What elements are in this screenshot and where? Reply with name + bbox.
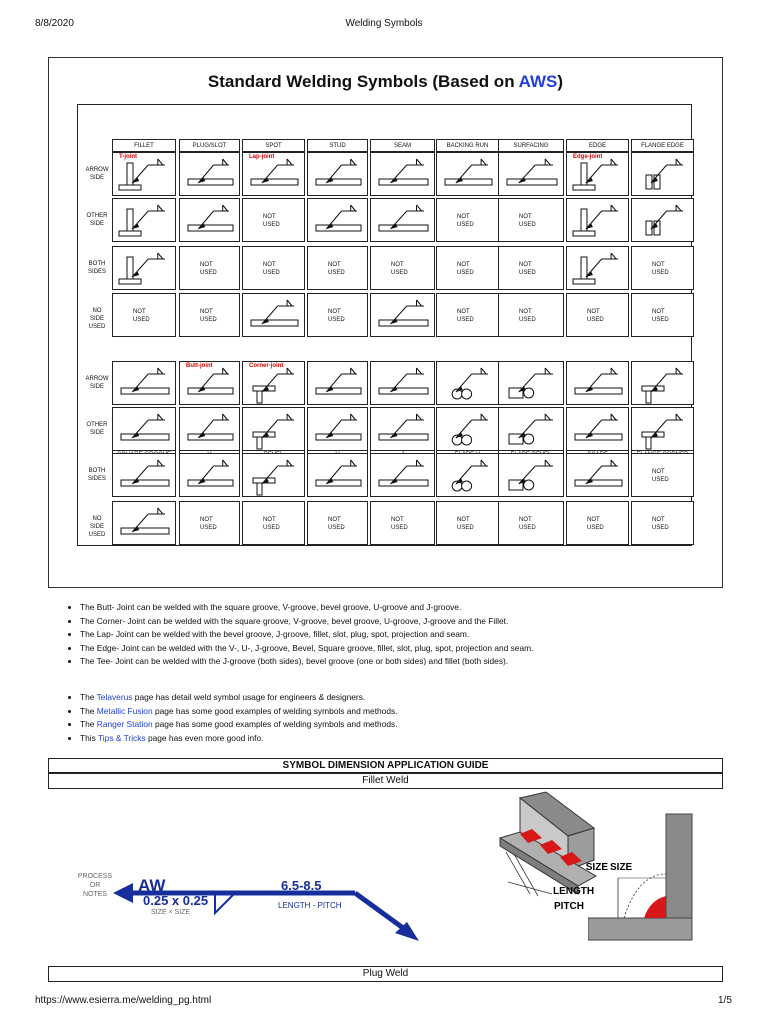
row-label-top-3: NO SIDE USED	[88, 308, 106, 330]
weld-symbol-bot-3-0	[113, 502, 177, 546]
symbol-cell-top-2-8	[631, 246, 694, 290]
weld-symbol-bot-1-4	[371, 408, 436, 452]
symbol-cell-bot-1-6	[498, 407, 564, 451]
reference-link[interactable]: Metallic Fusion	[96, 705, 153, 716]
symbol-cell-top-3-6	[498, 293, 564, 337]
symbol-cell-top-2-6	[498, 246, 564, 290]
symbol-cell-bot-0-0	[112, 361, 176, 405]
reference-link[interactable]: Telaverus	[96, 692, 133, 702]
weld-symbol-bot-1-6	[499, 408, 565, 452]
col-header-top-6	[498, 139, 564, 152]
weld-symbol-top-3-4	[371, 294, 436, 338]
symbol-cell-bot-1-8	[631, 407, 694, 451]
symbol-cell-bot-2-0	[112, 453, 176, 497]
symbol-cell-top-2-1	[179, 246, 240, 290]
col-header-top-4	[370, 139, 435, 152]
not-used-bot-3-8: NOT USED	[652, 517, 669, 531]
weld-symbol-top-1-7	[567, 199, 630, 243]
row-label-bot-3: NO SIDE USED	[88, 516, 106, 538]
not-used-top-3-0: NOT USED	[133, 309, 150, 323]
weld-symbol-top-1-4	[371, 199, 436, 243]
section-size-label: SIZE	[610, 862, 633, 873]
weld-symbol-bot-1-2	[243, 408, 306, 452]
row-label-bot-1: OTHER SIDE	[86, 422, 108, 436]
joint-label-lap: Lap-joint	[249, 154, 275, 160]
col-header-label-top-4: SEAM	[393, 143, 411, 149]
row-label-bot-0: ARROW SIDE	[85, 376, 109, 390]
not-used-bot-3-6: NOT USED	[519, 517, 536, 531]
joint-label-edge: Edge-joint	[573, 154, 603, 160]
link-suffix: page has some good examples of welding symbols and methods.	[152, 719, 398, 729]
symbol-cell-bot-2-3	[307, 453, 368, 497]
weld-symbol-bot-2-4	[371, 454, 436, 498]
symbol-cell-top-2-5	[436, 246, 499, 290]
col-header-top-0	[112, 139, 176, 152]
symbol-cell-top-2-2	[242, 246, 305, 290]
print-date: 8/8/2020	[35, 18, 74, 29]
symbol-cell-bot-3-7	[566, 501, 629, 545]
symbol-cell-bot-0-6	[498, 361, 564, 405]
symbol-cell-top-1-7	[566, 198, 629, 242]
symbol-cell-top-1-6	[498, 198, 564, 242]
not-used-top-3-1: NOT USED	[200, 309, 217, 323]
joint-note-item: • The Butt- Joint can be welded with the square groove, V-groove, bevel groove, U-groove and J-groove.	[80, 601, 533, 615]
joint-label-butt: Butt-joint	[186, 363, 213, 369]
chart-title-suffix: )	[557, 72, 564, 91]
reference-link[interactable]: Tips & Tricks	[98, 732, 146, 743]
joint-label-tee: T-joint	[119, 154, 137, 160]
weld-symbol-bot-0-0	[113, 362, 177, 406]
weld-symbol-top-0-4	[371, 153, 436, 197]
weld-symbol-bot-2-7	[567, 454, 630, 498]
symbol-cell-bot-0-7	[566, 361, 629, 405]
symbol-cell-top-2-4	[370, 246, 435, 290]
plug-weld-caption: Plug Weld	[48, 966, 723, 982]
not-used-bot-3-7: NOT USED	[587, 517, 604, 531]
symbol-cell-bot-3-4	[370, 501, 435, 545]
weld-symbol-bot-0-3	[308, 362, 369, 406]
col-header-top-1	[179, 139, 240, 152]
col-header-top-8	[631, 139, 694, 152]
not-used-top-2-5: NOT USED	[457, 262, 474, 276]
col-header-top-7	[566, 139, 629, 152]
tail-arrow	[113, 883, 133, 903]
joint-note-item: • The Edge- Joint can be welded with the V-, U-, J-groove, Bevel, Square groove, fillet, slot, plug, spot, projection and seam.	[80, 642, 533, 656]
symbol-cell-top-0-4	[370, 152, 435, 196]
not-used-top-1-6: NOT USED	[519, 214, 536, 228]
weld-symbol-bot-2-1	[180, 454, 241, 498]
symbol-cell-bot-3-2	[242, 501, 305, 545]
link-suffix: page has some good examples of welding symbols and methods.	[152, 705, 398, 716]
symbol-cell-bot-3-1	[179, 501, 240, 545]
link-suffix: page has even more good info.	[145, 732, 264, 743]
symbol-cell-bot-1-1	[179, 407, 240, 451]
guide-header: SYMBOL DIMENSION APPLICATION GUIDE	[48, 758, 723, 773]
weld-symbol-bot-2-6	[499, 454, 565, 498]
symbol-cell-bot-3-6	[498, 501, 564, 545]
symbol-cell-top-3-2	[242, 293, 305, 337]
link-suffix: page has detail weld symbol usage for engineers & designers.	[132, 692, 366, 702]
welding-symbol-grid	[77, 104, 692, 546]
reference-link-item	[80, 691, 398, 705]
weld-symbol-top-1-0	[113, 199, 177, 243]
col-header-label-top-5: BACKING RUN	[446, 143, 489, 149]
col-header-label-top-3: STUD	[329, 143, 346, 149]
symbol-cell-top-2-0	[112, 246, 176, 290]
symbol-cell-bot-1-4	[370, 407, 435, 451]
not-used-top-3-6: NOT USED	[519, 309, 536, 323]
weld-symbol-bot-1-0	[113, 408, 177, 452]
col-header-label-top-0: FILLET	[134, 143, 154, 149]
link-prefix: The	[80, 705, 97, 716]
symbol-cell-bot-0-5	[436, 361, 499, 405]
symbol-cell-bot-2-2	[242, 453, 305, 497]
row-label-top-2: BOTH SIDES	[87, 261, 106, 275]
symbol-cell-bot-0-3	[307, 361, 368, 405]
not-used-top-2-6: NOT USED	[519, 262, 536, 276]
not-used-top-3-8: NOT USED	[652, 309, 669, 323]
symbol-cell-top-0-7	[566, 152, 629, 196]
weld-symbol-bot-2-0	[113, 454, 177, 498]
weld-symbol-top-0-5	[437, 153, 500, 197]
section-upright	[666, 814, 692, 918]
reference-links-list	[64, 691, 398, 745]
chart-title	[49, 72, 722, 92]
page-url: https://www.esierra.me/welding_pg.html	[35, 995, 212, 1006]
not-used-top-1-2: NOT USED	[263, 214, 280, 228]
symbol-cell-top-3-8	[631, 293, 694, 337]
symbol-cell-top-1-8	[631, 198, 694, 242]
symbol-cell-bot-3-3	[307, 501, 368, 545]
joint-notes-list	[64, 601, 533, 669]
fillet-symbol-diagram	[55, 805, 425, 950]
reference-link-item	[80, 732, 398, 746]
weld-symbol-bot-2-2	[243, 454, 306, 498]
symbol-cell-bot-1-5	[436, 407, 499, 451]
col-header-top-2	[242, 139, 305, 152]
weld-symbol-top-3-2	[243, 294, 306, 338]
symbol-cell-bot-2-1	[179, 453, 240, 497]
side-section-diagram	[585, 812, 698, 942]
weld-symbol-bot-2-3	[308, 454, 369, 498]
row-label-top-1: OTHER SIDE	[86, 213, 108, 227]
symbol-cell-bot-3-8	[631, 501, 694, 545]
symbol-cell-bot-2-7	[566, 453, 629, 497]
size-value: 0.25 x 0.25	[143, 893, 209, 908]
page-number: 1/5	[718, 995, 732, 1006]
page-title: Welding Symbols	[345, 18, 423, 29]
weld-symbol-bot-0-5	[437, 362, 500, 406]
weld-symbol-bot-2-5	[437, 454, 500, 498]
symbol-cell-top-1-1	[179, 198, 240, 242]
symbol-cell-top-0-2	[242, 152, 305, 196]
not-used-bot-3-3: NOT USED	[328, 517, 345, 531]
weld-symbol-top-0-6	[499, 153, 565, 197]
iso-size-label: SIZE	[585, 862, 608, 873]
chart-title-aws: AWS	[518, 72, 558, 91]
process-label-line1: PROCESS	[77, 873, 113, 880]
row-label-bot-2: BOTH SIDES	[87, 468, 106, 482]
symbol-cell-bot-1-7	[566, 407, 629, 451]
iso-length-line	[508, 882, 552, 894]
weld-symbol-top-0-8	[632, 153, 695, 197]
col-header-label-top-6: SURFACING	[513, 143, 549, 149]
reference-link[interactable]: Ranger Station	[96, 719, 153, 729]
symbol-cell-bot-1-2	[242, 407, 305, 451]
not-used-bot-3-1: NOT USED	[200, 517, 217, 531]
size-caption: SIZE × SIZE	[151, 909, 191, 916]
joint-label-corner: Corner-joint	[249, 363, 284, 369]
symbol-cell-top-1-0	[112, 198, 176, 242]
symbol-cell-bot-2-4	[370, 453, 435, 497]
symbol-cell-bot-0-2	[242, 361, 305, 405]
col-header-label-top-2: SPOT	[265, 143, 282, 149]
symbol-cell-top-3-4	[370, 293, 435, 337]
not-used-top-2-2: NOT USED	[263, 262, 280, 276]
section-plate	[588, 918, 692, 940]
symbol-cell-top-1-2	[242, 198, 305, 242]
symbol-cell-top-0-6	[498, 152, 564, 196]
weld-symbol-bot-1-3	[308, 408, 369, 452]
fillet-weld-caption: Fillet Weld	[48, 773, 723, 789]
section-weld	[644, 896, 666, 918]
weld-symbol-top-0-3	[308, 153, 369, 197]
link-prefix: This	[80, 732, 98, 743]
not-used-top-2-1: NOT USED	[200, 262, 217, 276]
reference-link-item	[80, 718, 398, 732]
not-used-top-3-5: NOT USED	[457, 309, 474, 323]
symbol-cell-bot-2-5	[436, 453, 499, 497]
chart-title-prefix: Standard Welding Symbols (Based on	[207, 72, 519, 91]
weld-symbol-top-2-0	[113, 247, 177, 291]
col-header-label-top-1: PLUG/SLOT	[192, 143, 227, 149]
link-prefix: The	[80, 719, 97, 729]
not-used-bot-3-5: NOT USED	[457, 517, 474, 531]
symbol-cell-bot-1-3	[307, 407, 368, 451]
symbol-cell-top-3-0	[112, 293, 176, 337]
symbol-cell-top-2-3	[307, 246, 368, 290]
symbol-cell-top-0-3	[307, 152, 368, 196]
row-label-top-0: ARROW SIDE	[85, 167, 109, 181]
length-caption: LENGTH - PITCH	[278, 901, 342, 910]
symbol-cell-bot-2-6	[498, 453, 564, 497]
symbol-cell-bot-0-4	[370, 361, 435, 405]
not-used-top-2-4: NOT USED	[391, 262, 408, 276]
symbol-cell-bot-3-0	[112, 501, 176, 545]
col-header-top-3	[307, 139, 368, 152]
process-code: AW	[138, 876, 166, 895]
process-label-line2: OR	[89, 882, 101, 889]
iso-length-label: LENGTH	[553, 886, 595, 897]
symbol-cell-bot-1-0	[112, 407, 176, 451]
not-used-top-3-7: NOT USED	[587, 309, 604, 323]
symbol-cell-top-1-3	[307, 198, 368, 242]
not-used-top-2-8: NOT USED	[652, 262, 669, 276]
not-used-top-2-3: NOT USED	[328, 262, 345, 276]
weld-symbol-bot-0-6	[499, 362, 565, 406]
joint-note-item: • The Corner- Joint can be welded with the square groove, V-groove, bevel groove, U-groove, J-groove and the Fillet.	[80, 615, 533, 629]
symbol-cell-top-3-7	[566, 293, 629, 337]
weld-symbol-bot-1-8	[632, 408, 695, 452]
symbol-cell-top-1-5	[436, 198, 499, 242]
symbol-cell-bot-3-5	[436, 501, 499, 545]
symbol-cell-bot-2-8	[631, 453, 694, 497]
symbol-cell-top-0-1	[179, 152, 240, 196]
symbol-cell-top-3-5	[436, 293, 499, 337]
not-used-bot-2-8: NOT USED	[652, 469, 669, 483]
weld-symbol-bot-0-4	[371, 362, 436, 406]
symbol-cell-bot-0-8	[631, 361, 694, 405]
weld-symbol-top-1-1	[180, 199, 241, 243]
symbol-cell-bot-0-1	[179, 361, 240, 405]
weld-symbol-bot-0-7	[567, 362, 630, 406]
not-used-top-3-3: NOT USED	[328, 309, 345, 323]
symbol-cell-top-3-1	[179, 293, 240, 337]
not-used-bot-3-2: NOT USED	[263, 517, 280, 531]
weld-symbol-top-1-8	[632, 199, 695, 243]
symbol-cell-top-0-0	[112, 152, 176, 196]
symbol-cell-top-3-3	[307, 293, 368, 337]
not-used-top-1-5: NOT USED	[457, 214, 474, 228]
iso-pitch-label: PITCH	[554, 901, 584, 912]
col-header-label-top-8: FLANGE EDGE	[641, 143, 684, 149]
symbol-cell-top-1-4	[370, 198, 435, 242]
weld-symbol-bot-0-8	[632, 362, 695, 406]
process-label-line3: NOTES	[82, 891, 108, 898]
weld-symbol-bot-1-7	[567, 408, 630, 452]
joint-note-item: • The Lap- Joint can be welded with the bevel groove, J-groove, fillet, slot, plug, spot, projection and seam.	[80, 628, 533, 642]
link-prefix: The	[80, 692, 97, 702]
symbol-cell-top-0-8	[631, 152, 694, 196]
weld-symbol-bot-1-1	[180, 408, 241, 452]
weld-symbol-bot-1-5	[437, 408, 500, 452]
weld-symbol-top-0-1	[180, 153, 241, 197]
not-used-bot-3-4: NOT USED	[391, 517, 408, 531]
weld-symbol-top-1-3	[308, 199, 369, 243]
joint-note-item: • The Tee- Joint can be welded with the J-groove (both sides), bevel groove (one or both sides) and fillet (both sides).	[80, 655, 533, 669]
reference-link-item	[80, 705, 398, 719]
symbol-cell-top-0-5	[436, 152, 499, 196]
col-header-top-5	[436, 139, 499, 152]
col-header-label-top-7: EDGE	[588, 143, 606, 149]
symbol-cell-top-2-7	[566, 246, 629, 290]
weld-symbol-top-2-7	[567, 247, 630, 291]
length-value: 6.5-8.5	[281, 878, 322, 893]
fillet-triangle	[215, 893, 235, 913]
